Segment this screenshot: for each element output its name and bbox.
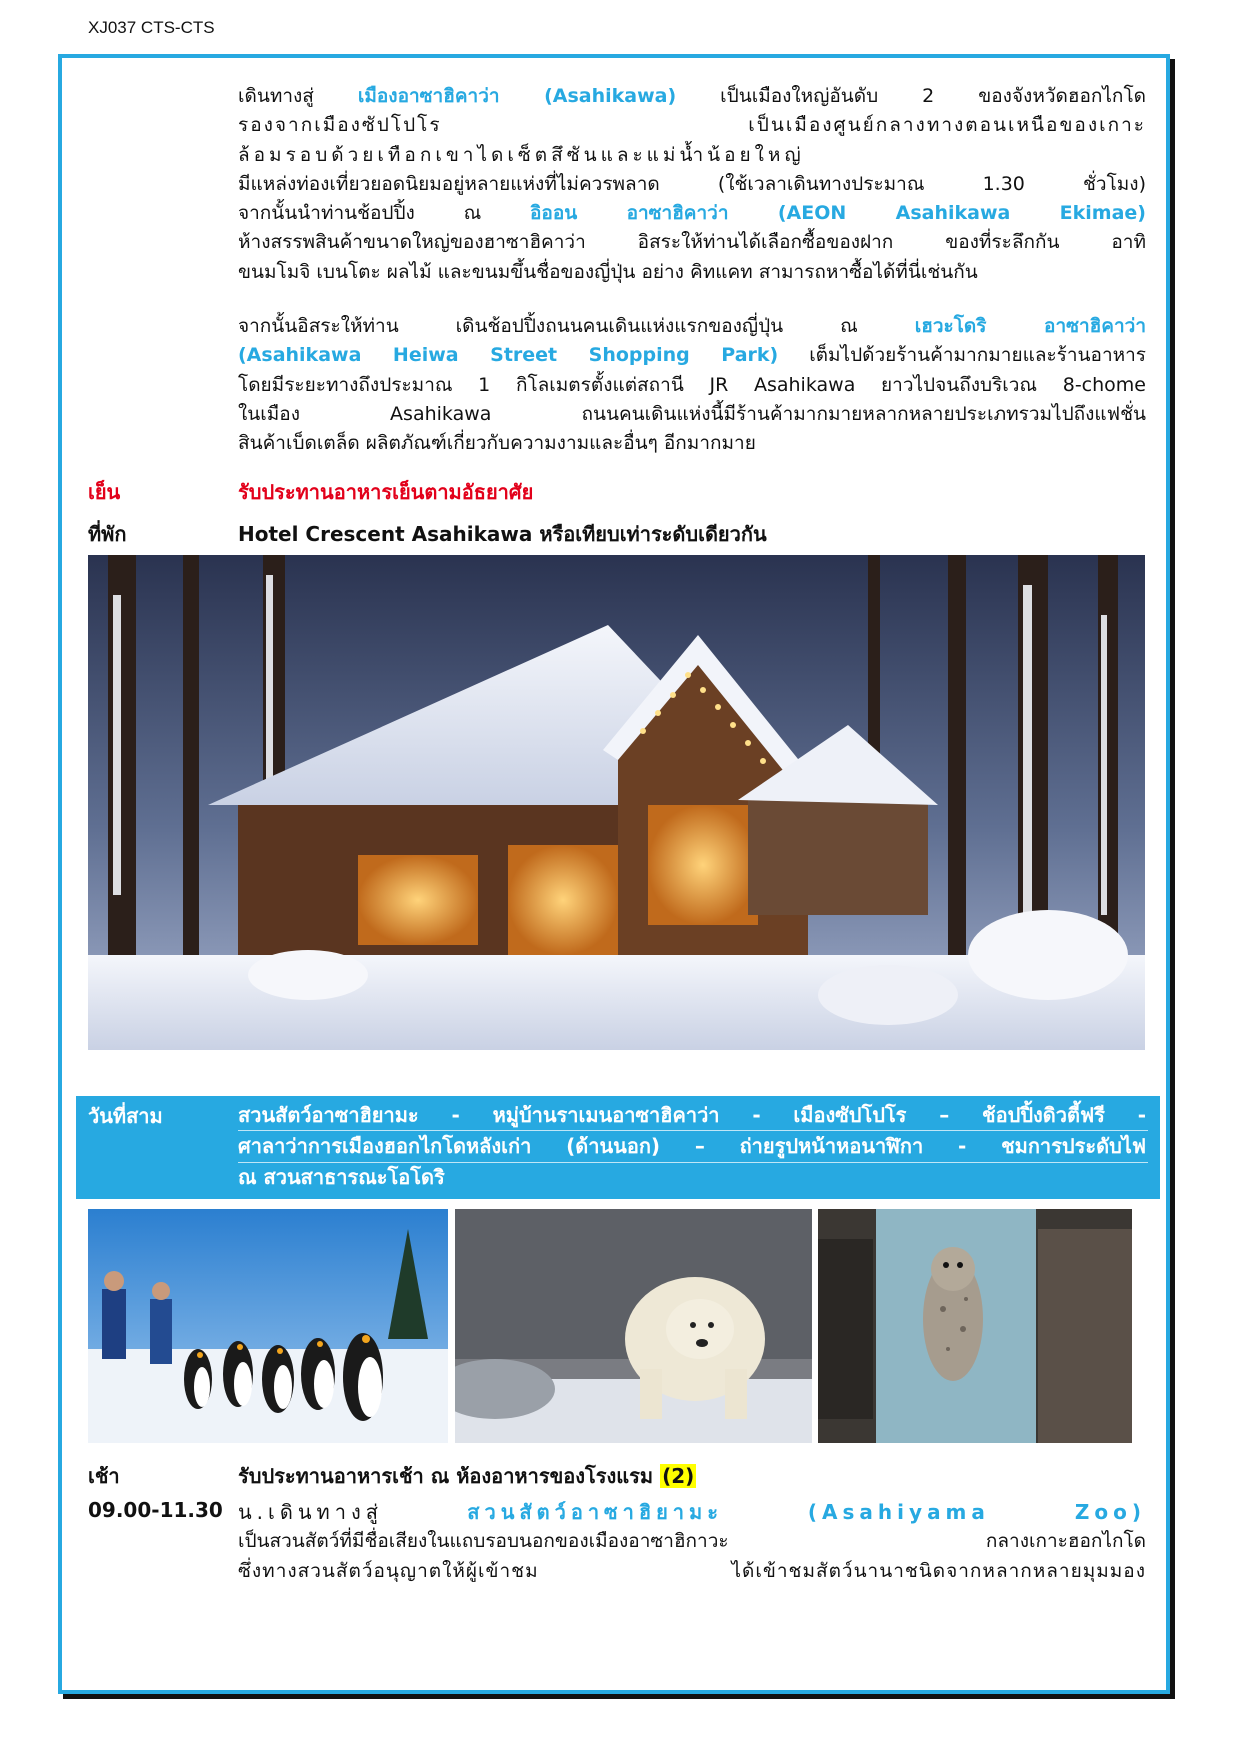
zoo-line: เป็นสวนสัตว์ที่มีชื่อเสียงในแถบรอบนอกของเมืองอาซาฮิกาวะ กลางเกาะฮอกไกโด [238, 1530, 1146, 1553]
heiwa-line: โดยมีระยะทางถึงประมาณ 1 กิโลเมตรตั้งแต่สถานี JR Asahikawa ยาวไปจนถึงบริเวณ 8-chome [238, 373, 1146, 396]
day3-banner [76, 1096, 1160, 1199]
intro-line: จากนั้นนำท่านช้อปปิ้ง ณ อิออน อาซาฮิคาว่า (AEON Asahikawa Ekimae) [238, 202, 1146, 225]
document-code: XJ037 CTS-CTS [88, 18, 215, 37]
polar-bear-photo [455, 1209, 812, 1443]
seal-tank-photo [818, 1209, 1132, 1443]
heiwa-line: ในเมือง Asahikawa ถนนคนเดินแห่งนี้มีร้านค้ามากมายหลากหลายประเภทรวมไปถึงแฟชั่น [238, 402, 1146, 425]
day3-line: สวนสัตว์อาซาฮิยามะ - หมู่บ้านราเมนอาซาฮิคาว่า - เมืองซัปโปโร – ช้อปปิ้งดิวตี้ฟรี - [238, 1103, 1146, 1127]
intro-line: เดินทางสู่ เมืองอาซาฮิคาว่า (Asahikawa) เป็นเมืองใหญ่อันดับ 2 ของจังหวัดฮอกไกโด [238, 85, 1146, 107]
heiwa-line: (Asahikawa Heiwa Street Shopping Park) เต็มไปด้วยร้านค้ามากมายและร้านอาหาร [238, 344, 1147, 367]
intro-line: รองจากเมืองซัปโปโร เป็นเมืองศูนย์กลางทางตอนเหนือของเกาะ [238, 114, 1146, 137]
day3-label: วันที่สาม [88, 1104, 163, 1128]
snow-lodge-photo [88, 555, 1145, 1050]
day3-itinerary [238, 1100, 1146, 1193]
day3-line: ศาลาว่าการเมืองฮอกไกโดหลังเก่า (ด้านนอก) – ถ่ายรูปหน้าหอนาฬิกา - ชมการประดับไฟ [238, 1134, 1146, 1158]
zoo-line: น.เดินทางสู่ สวนสัตว์อาซาฮิยามะ (Asahiyama Zoo) [238, 1500, 1146, 1524]
intro-line: มีแหล่งท่องเที่ยวยอดนิยมอยู่หลายแห่งที่ไม่ควรพลาด (ใช้เวลาเดินทางประมาณ 1.30 ชั่วโมง) [238, 172, 1146, 195]
day3-divider [238, 1162, 1148, 1163]
heiwa-street-paragraph [238, 312, 1146, 458]
breakfast-label: เช้า [88, 1464, 120, 1488]
day3-divider [238, 1130, 1148, 1131]
intro-line: ล้อมรอบด้วยเทือกเขาไดเซ็ตสึซันและแม่น้ำน้อยใหญ่ [238, 143, 805, 166]
breakfast-text: รับประทานอาหารเช้า ณ ห้องอาหารของโรงแรม (2) [238, 1464, 695, 1488]
zoo-line: ซึ่งทางสวนสัตว์อนุญาตให้ผู้เข้าชม ได้เข้าชมสัตว์นานาชนิดจากหลากหลายมุมมอง [238, 1559, 1146, 1582]
hotel-text: Hotel Crescent Asahikawa หรือเทียบเท่าระดับเดียวกัน [238, 522, 767, 546]
meal-number-badge: (2) [662, 1464, 695, 1488]
asahikawa-intro [238, 82, 1146, 287]
intro-line: ห้างสรรพสินค้าขนาดใหญ่ของฮาซาฮิคาว่า อิสระให้ท่านได้เลือกซื้อของฝาก ของที่ระลึกกัน อาทิ [238, 231, 1146, 254]
dinner-text: รับประทานอาหารเย็นตามอัธยาศัย [238, 480, 534, 504]
hotel-label: ที่พัก [88, 522, 127, 546]
zoo-time: 09.00-11.30 [88, 1498, 223, 1522]
heiwa-line: จากนั้นอิสระให้ท่าน เดินช้อปปิ้งถนนคนเดินแห่งแรกของญี่ปุ่น ณ เฮวะโดริ อาซาฮิคาว่า [238, 315, 1146, 337]
heiwa-line: สินค้าเบ็ดเตล็ด ผลิตภัณฑ์เกี่ยวกับความงามและอื่นๆ อีกมากมาย [238, 432, 756, 455]
intro-line: ขนมโมจิ เบนโตะ ผลไม้ และขนมขึ้นชื่อของญี่ปุ่น อย่าง คิทแคท สามารถหาซื้อได้ที่นี่เช่นกัน [238, 260, 978, 283]
dinner-label: เย็น [88, 480, 121, 504]
penguin-parade-photo [88, 1209, 448, 1443]
day3-line: ณ สวนสาธารณะโอโดริ [238, 1165, 445, 1189]
zoo-paragraph [238, 1498, 1146, 1586]
